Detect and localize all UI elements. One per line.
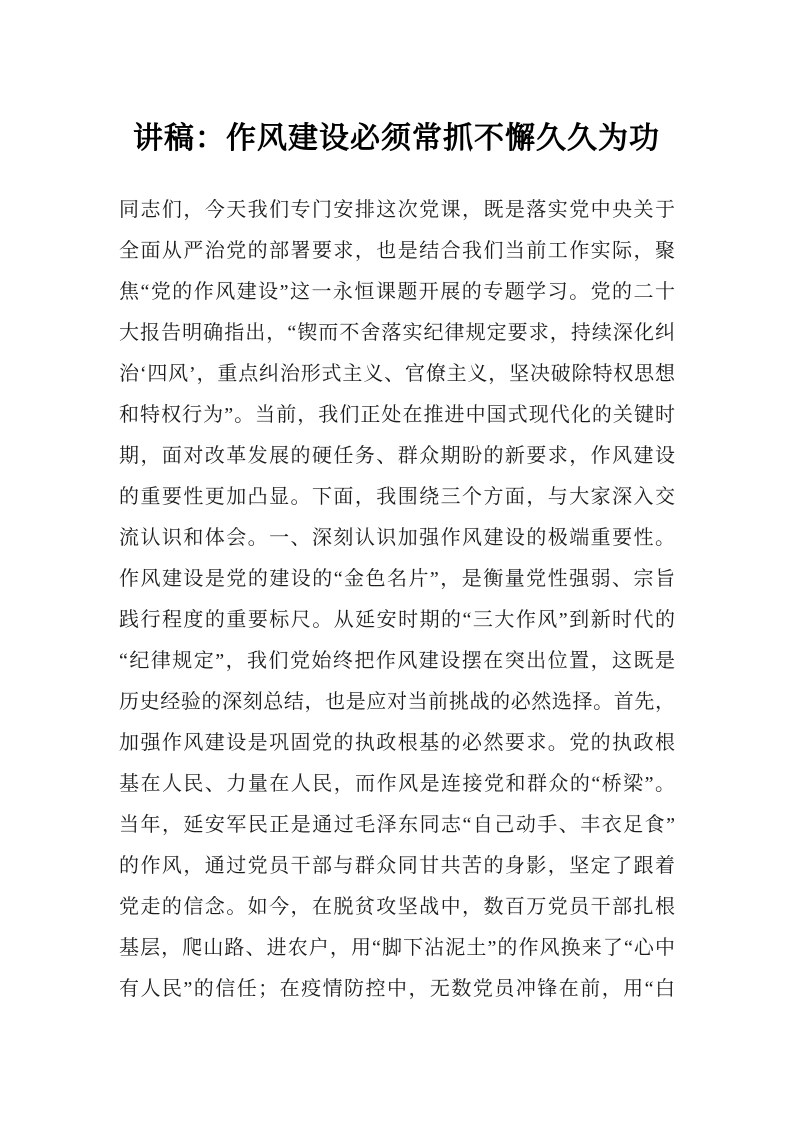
text-line: 治‘四风’，重点纠治形式主义、官僚主义，坚决破除特权思想 <box>119 363 675 385</box>
text-line: 有人民”的信任；在疫情防控中，无数党员冲锋在前，用“白 <box>119 978 675 1000</box>
text-line: 和特权行为”。当前，我们正处在推进中国式现代化的关键时 <box>119 404 675 426</box>
text-line: 党走的信念。如今，在脱贫攻坚战中，数百万党员干部扎根 <box>119 896 675 918</box>
text-line: 全面从严治党的部署要求，也是结合我们当前工作实际，聚 <box>119 240 675 262</box>
text-line: 基层，爬山路、进农户，用“脚下沾泥土”的作风换来了“心中 <box>119 937 675 959</box>
text-line: 基在人民、力量在人民，而作风是连接党和群众的“桥梁”。 <box>119 773 675 795</box>
text-line: 流认识和体会。一、深刻认识加强作风建设的极端重要性。 <box>119 527 675 549</box>
text-line: 同志们，今天我们专门安排这次党课，既是落实党中央关于 <box>119 199 675 221</box>
text-line: 历史经验的深刻总结，也是应对当前挑战的必然选择。首先， <box>119 691 675 713</box>
document-body <box>119 190 675 1010</box>
text-line: 的作风，通过党员干部与群众同甘共苦的身影，坚定了跟着 <box>119 855 675 877</box>
text-line: 焦“党的作风建设”这一永恒课题开展的专题学习。党的二十 <box>119 281 675 303</box>
text-line: 期，面对改革发展的硬任务、群众期盼的新要求，作风建设 <box>119 445 675 467</box>
text-line: 加强作风建设是巩固党的执政根基的必然要求。党的执政根 <box>119 732 675 754</box>
text-line: 的重要性更加凸显。下面，我围绕三个方面，与大家深入交 <box>119 486 675 508</box>
text-line: 作风建设是党的建设的“金色名片”，是衡量党性强弱、宗旨 <box>119 568 675 590</box>
document-title: 讲稿：作风建设必须常抓不懈久久为功 <box>133 122 660 155</box>
text-line: “纪律规定”，我们党始终把作风建设摆在突出位置，这既是 <box>119 650 675 672</box>
text-line: 当年，延安军民正是通过毛泽东同志“自己动手、丰衣足食” <box>119 814 675 836</box>
text-line: 践行程度的重要标尺。从延安时期的“三大作风”到新时代的 <box>119 609 675 631</box>
text-line: 大报告明确指出，“锲而不舍落实纪律规定要求，持续深化纠 <box>119 322 675 344</box>
